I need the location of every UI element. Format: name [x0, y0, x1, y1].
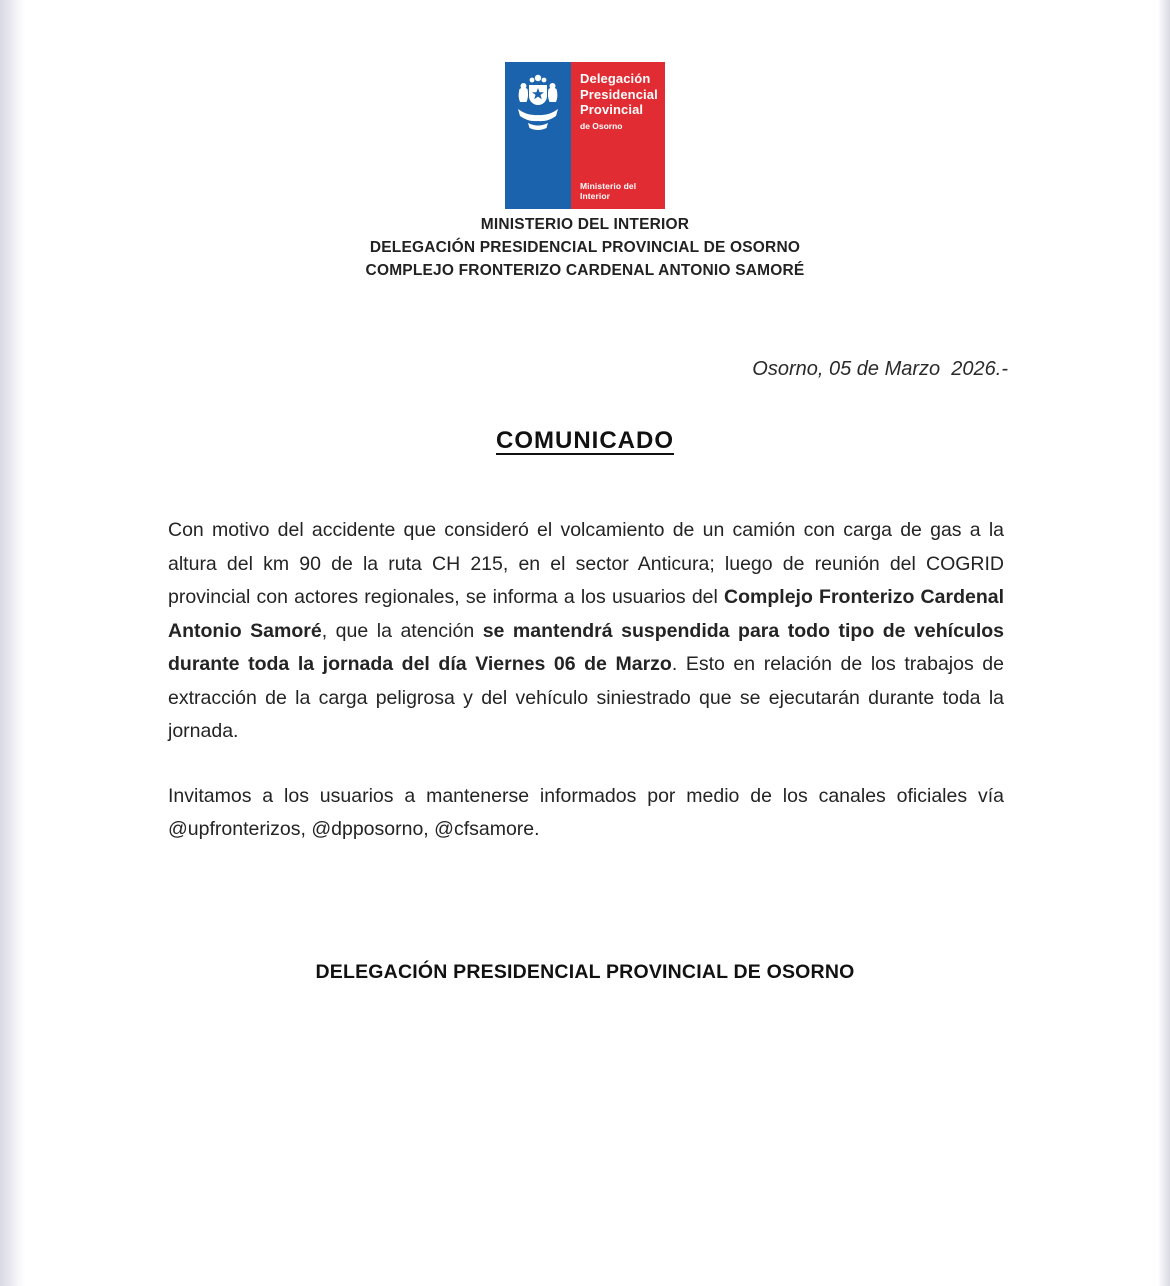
logo-title-line3: Provincial	[580, 102, 644, 117]
letterhead-line-delegation: DELEGACIÓN PRESIDENCIAL PROVINCIAL DE OSORNO	[369, 239, 801, 256]
logo-title	[580, 71, 661, 118]
paragraph-1-text2: , que la atención	[321, 619, 483, 642]
paragraph-1-text3: . Esto en relación de los trabajos de extracción de la carga peligrosa y del vehículo siniestrado que se ejecutarán durante toda la jornada.	[168, 653, 1004, 742]
logo-title-line2: Presidencial	[580, 86, 658, 102]
document-title-text: COMUNICADO	[496, 427, 674, 454]
paragraph-1	[168, 514, 1004, 749]
logo-red-panel	[571, 62, 665, 209]
signature-line: DELEGACIÓN PRESIDENCIAL PROVINCIAL DE OSORNO	[315, 961, 855, 983]
chile-coat-of-arms-icon	[516, 71, 560, 137]
logo-title-line1: Delegación	[580, 71, 651, 86]
page-left-edge-shadow	[0, 0, 26, 1286]
document-title	[0, 427, 1170, 455]
logo-ministry-label: Ministerio del Interior	[580, 181, 637, 201]
letterhead	[0, 213, 1170, 282]
logo-subtitle: de Osorno	[580, 120, 623, 131]
logo-blue-panel	[505, 62, 571, 209]
paragraph-1-text: Con motivo del accidente que consideró el volcamiento de un camión con carga de gas a la altura del km 90 de la ruta CH 215, en el sector Anticura; luego de reunión del COGRID provincial con actores regionales, se informa a los usuarios del	[168, 519, 1004, 608]
letterhead-line-ministry: MINISTERIO DEL INTERIOR	[480, 216, 690, 233]
institution-logo	[505, 62, 665, 209]
paragraph-1-bold-complex: Complejo Fronterizo Cardenal Antonio Samoré	[168, 586, 1004, 642]
dateline: Osorno, 05 de Marzo 2026.-	[752, 358, 1008, 380]
page-right-edge-shadow	[1158, 0, 1170, 1286]
document-body	[168, 514, 1004, 847]
letterhead-line-complex: COMPLEJO FRONTERIZO CARDENAL ANTONIO SAMORÉ	[365, 262, 805, 279]
paragraph-2: Invitamos a los usuarios a mantenerse informados por medio de los canales oficiales vía @upfronterizos, @dpposorno, @cfsamore.	[168, 784, 1004, 840]
paragraph-1-bold-suspension: se mantendrá suspendida para todo tipo de vehículos durante toda la jornada del día Viernes 06 de Marzo	[168, 619, 1005, 675]
